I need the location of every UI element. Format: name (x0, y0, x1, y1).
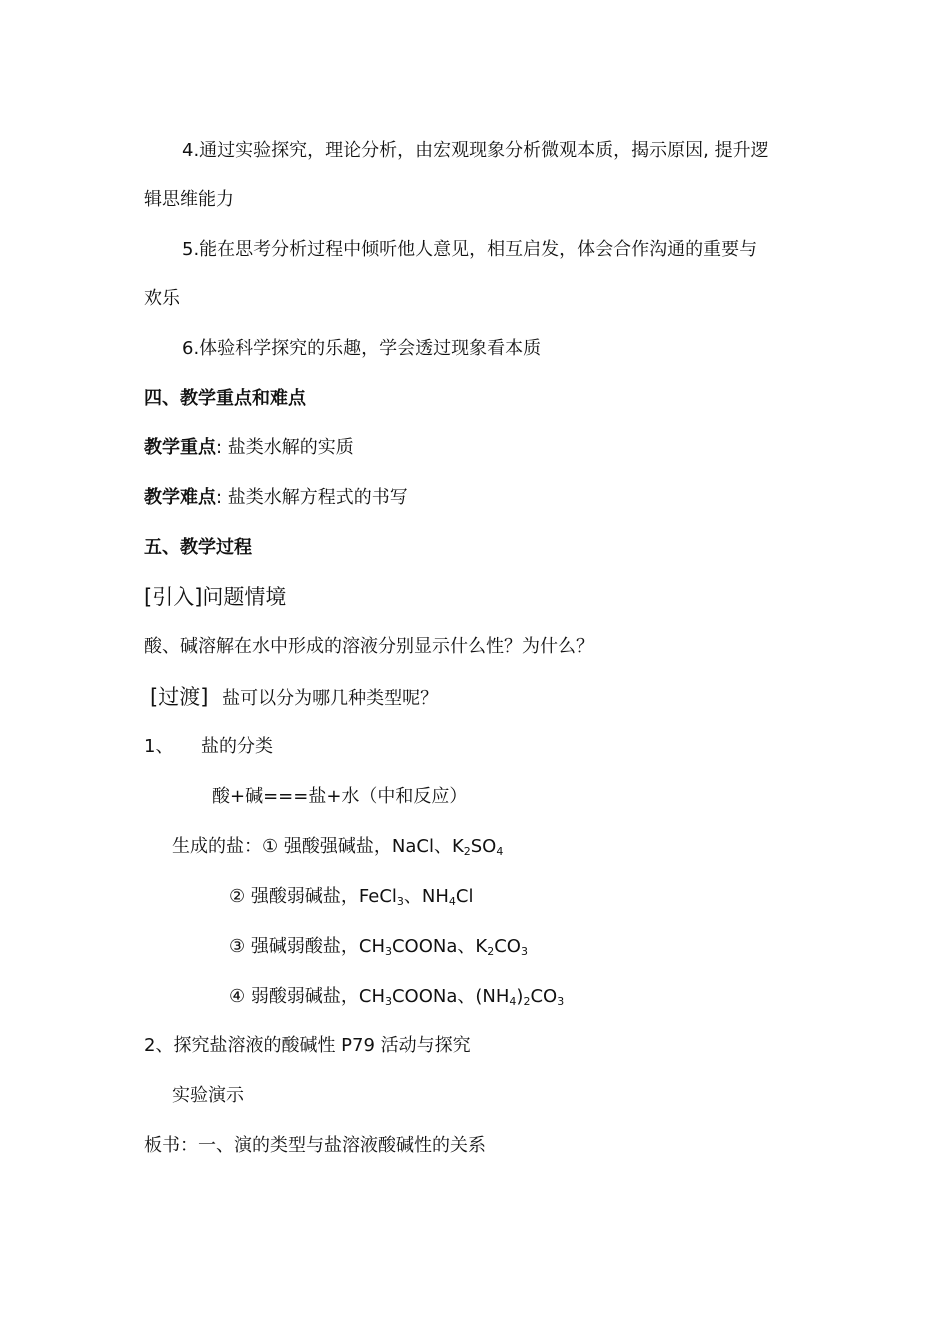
salt-type-1: 强酸强碱盐， (283, 836, 392, 857)
intro-label: [引入]问题情境 (144, 585, 287, 609)
salt-line-4 (229, 985, 564, 1009)
section-heading-process: 五、教学过程 (144, 537, 252, 558)
salt-formula-3: $CH_3COONa$、$K_2CO_3$ (358, 936, 528, 958)
key-point-label: 教学重点 (144, 437, 216, 458)
salt-type-4: 弱酸弱碱盐， (250, 986, 359, 1007)
salt-line-1 (172, 835, 503, 859)
board-writing: 板书：一、演的类型与盐溶液酸碱性的关系 (144, 1135, 486, 1156)
salt-line-2 (229, 885, 473, 909)
salt-formula-4: $CH_3COONa$、$(NH_4)_2CO_3$ (358, 986, 565, 1008)
circled-number-1: ① (262, 836, 279, 857)
transition-text: 盐可以分为哪几种类型呢？ (222, 688, 439, 709)
salt-type-2: 强酸弱碱盐， (250, 886, 359, 907)
transition-label: [过渡] (150, 685, 209, 709)
intro-question: 酸、碱溶解在水中形成的溶液分别显示什么性？为什么？ (144, 636, 594, 657)
key-point-text: : 盐类水解的实质 (216, 437, 354, 458)
paragraph-goal-4-line-2: 辑思维能力 (144, 189, 234, 210)
salt-formula-2: FeCl$_3$、$NH_4Cl$ (358, 886, 474, 908)
paragraph-goal-6: 6.体验科学探究的乐趣，学会透过现象看本质 (182, 338, 542, 359)
experiment-demo: 实验演示 (172, 1085, 244, 1106)
paragraph-goal-5-line-2: 欢乐 (144, 288, 180, 309)
key-point-line (144, 436, 354, 460)
neutralization-equation: 酸+碱===盐+水（中和反应） (212, 786, 468, 807)
circled-number-4: ④ (229, 986, 246, 1007)
paragraph-goal-5-line-1: 5.能在思考分析过程中倾听他人意见，相互启发，体会合作沟通的重要与 (182, 239, 758, 260)
paragraph-goal-4-line-1: 4.通过实验探究，理论分析，由宏观现象分析微观本质，揭示原因, 提升逻 (182, 140, 769, 161)
section-heading-key-points: 四、教学重点和难点 (144, 388, 306, 409)
circled-number-2: ② (229, 886, 246, 907)
circled-number-3: ③ (229, 936, 246, 957)
salt-line-3 (229, 935, 528, 959)
difficult-point-text: : 盐类水解方程式的书写 (216, 487, 408, 508)
difficult-point-label: 教学难点 (144, 487, 216, 508)
salt-label: 生成的盐： (172, 836, 262, 857)
transition-line (150, 685, 438, 711)
difficult-point-line (144, 486, 408, 510)
item-1-title: 盐的分类 (201, 736, 273, 757)
item-1-number: 1、 (144, 736, 174, 757)
item-2-title: 2、探究盐溶液的酸碱性 P79 活动与探究 (144, 1035, 471, 1056)
salt-formula-1: NaCl、$K_2SO_4$ (391, 836, 504, 858)
salt-type-3: 强碱弱酸盐， (250, 936, 359, 957)
